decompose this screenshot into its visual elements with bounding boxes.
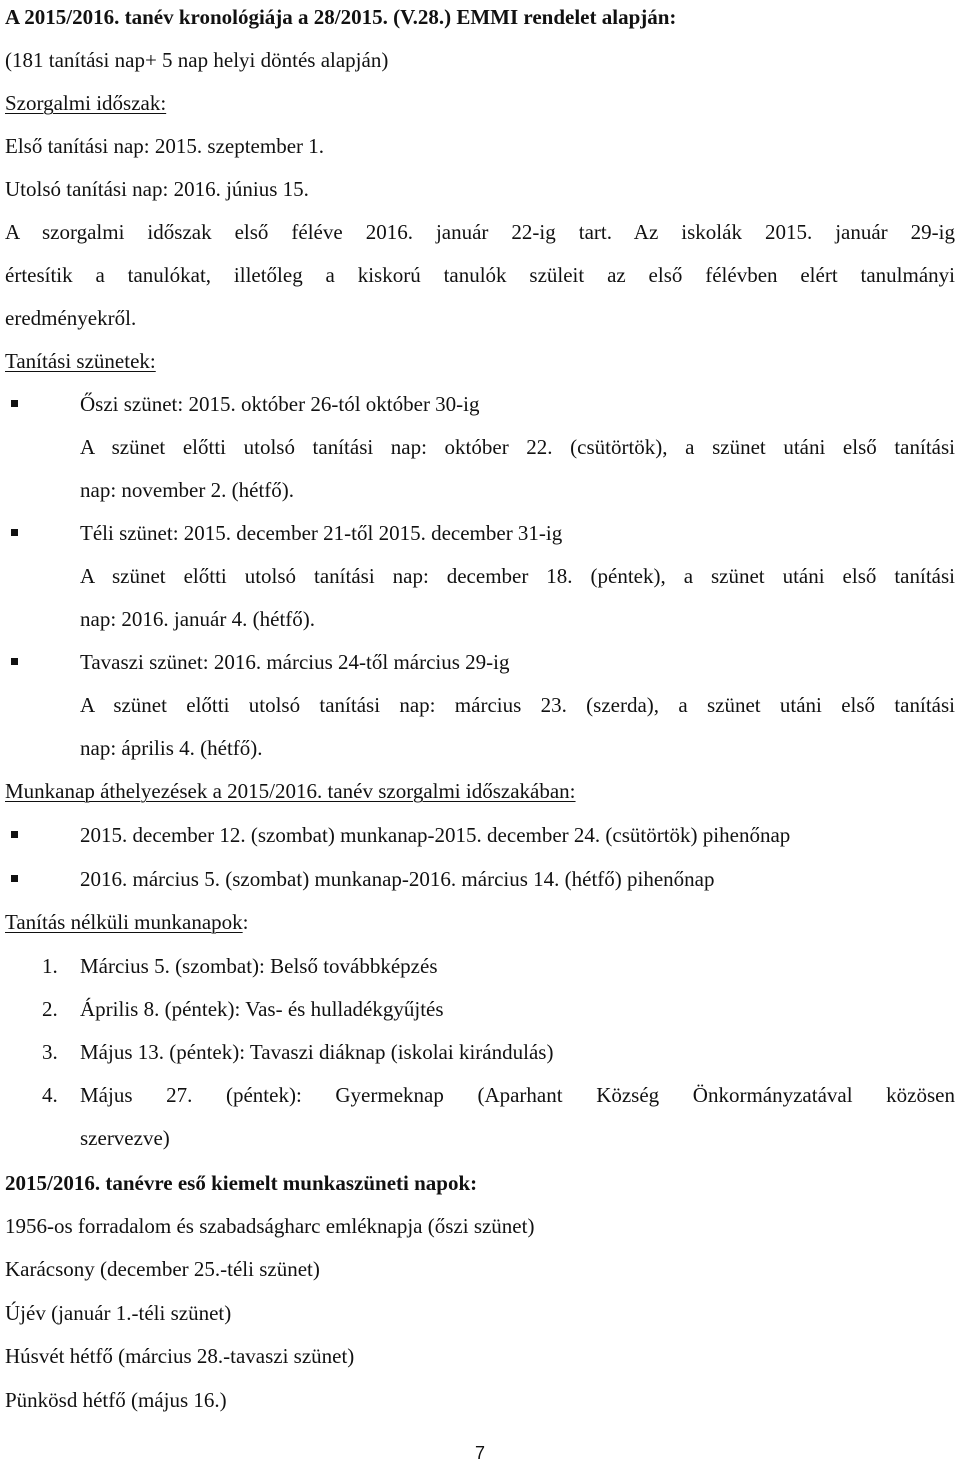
square-bullet-icon bbox=[11, 400, 18, 407]
first-day: Első tanítási nap: 2015. szeptember 1. bbox=[5, 134, 325, 158]
square-bullet-icon bbox=[11, 831, 18, 838]
list-number: 4. bbox=[42, 1083, 58, 1107]
page-title: A 2015/2016. tanév kronológiája a 28/2015. (V.28.) EMMI rendelet alapján: bbox=[5, 5, 677, 29]
break-detail-line: nap: november 2. (hétfő). bbox=[80, 478, 295, 502]
last-day: Utolsó tanítási nap: 2016. június 15. bbox=[5, 177, 309, 201]
break-detail-line: A szünet előtti utolsó tanítási nap: március 23. (szerda), a szünet utáni első tanítási bbox=[80, 693, 955, 717]
holiday-item: Húsvét hétfő (március 28.-tavaszi szünet) bbox=[5, 1344, 355, 1368]
holiday-item: Pünkösd hétfő (május 16.) bbox=[5, 1388, 227, 1412]
szorgalmi-heading: Szorgalmi időszak: bbox=[5, 91, 167, 115]
break-detail-line: A szünet előtti utolsó tanítási nap: október 22. (csütörtök), a szünet utáni első tanítási bbox=[80, 435, 955, 459]
holiday-item: Karácsony (december 25.-téli szünet) bbox=[5, 1257, 320, 1281]
non-teaching-item-cont: szervezve) bbox=[80, 1126, 170, 1150]
semester-line-1: A szorgalmi időszak első féléve 2016. január 22-ig tart. Az iskolák 2015. január 29-ig bbox=[5, 220, 955, 244]
holiday-item: 1956-os forradalom és szabadságharc emléknapja (őszi szünet) bbox=[5, 1214, 535, 1238]
break-detail-line: nap: április 4. (hétfő). bbox=[80, 736, 263, 760]
list-number: 2. bbox=[42, 997, 58, 1021]
semester-line-2: értesítik a tanulókat, illetőleg a kiskorú tanulók szüleit az első félévben elért tanulmányi bbox=[5, 263, 955, 287]
list-number: 3. bbox=[42, 1040, 58, 1064]
breaks-heading: Tanítási szünetek: bbox=[5, 349, 156, 373]
page-number: 7 bbox=[474, 1443, 485, 1463]
page-subtitle: (181 tanítási nap+ 5 nap helyi döntés alapján) bbox=[5, 48, 389, 72]
semester-line-3: eredményekről. bbox=[5, 306, 137, 330]
break-detail-line: A szünet előtti utolsó tanítási nap: december 18. (péntek), a szünet utáni első tanítási bbox=[80, 564, 955, 588]
break-detail-line: nap: 2016. január 4. (hétfő). bbox=[80, 607, 316, 631]
holidays-heading: 2015/2016. tanévre eső kiemelt munkaszüneti napok: bbox=[5, 1171, 478, 1195]
break-title: Őszi szünet: 2015. október 26-tól október 30-ig bbox=[80, 392, 480, 416]
non-teaching-heading: Tanítás nélküli munkanapok: bbox=[5, 910, 249, 934]
square-bullet-icon bbox=[11, 529, 18, 536]
square-bullet-icon bbox=[11, 658, 18, 665]
square-bullet-icon bbox=[11, 875, 18, 882]
holiday-item: Újév (január 1.-téli szünet) bbox=[5, 1301, 232, 1325]
list-number: 1. bbox=[42, 954, 58, 978]
workday-swaps-heading: Munkanap áthelyezések a 2015/2016. tanév szorgalmi időszakában: bbox=[5, 779, 576, 803]
break-title: Téli szünet: 2015. december 21-től 2015. december 31-ig bbox=[80, 521, 563, 545]
break-title: Tavaszi szünet: 2016. március 24-től március 29-ig bbox=[80, 650, 510, 674]
